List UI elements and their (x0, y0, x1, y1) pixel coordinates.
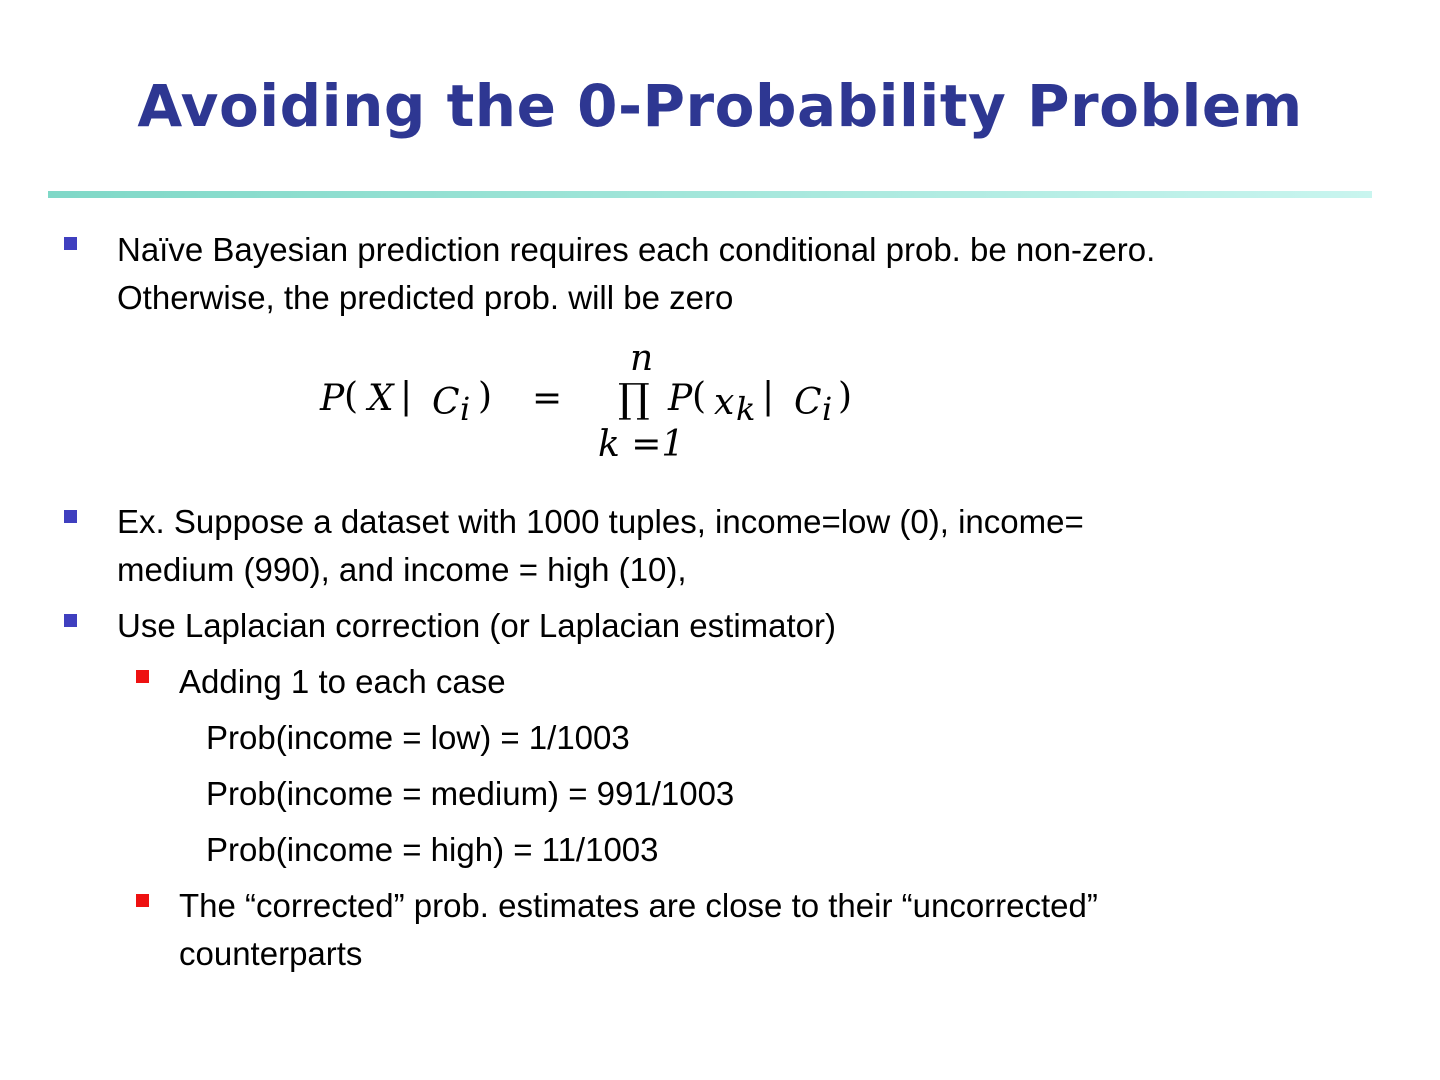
title-divider (48, 191, 1372, 198)
formula-rhs-bar: | (762, 376, 775, 417)
formula-lhs-p: P (320, 378, 345, 419)
bullet-square-icon (64, 614, 77, 627)
formula-prod-upper: n (630, 338, 654, 379)
prob-high-line: Prob(income = high) = 11/1003 (206, 831, 659, 868)
formula-lhs-c: C (432, 382, 460, 423)
product-formula (300, 340, 900, 470)
sub-bullet-square-icon (136, 894, 149, 907)
formula-rhs-p: P (668, 378, 693, 419)
formula-rhs-c: C (794, 382, 822, 423)
bullet-text: Ex. Suppose a dataset with 1000 tuples, income=low (0), income= (117, 503, 1084, 540)
formula-prod-symbol: ∏ (618, 376, 650, 422)
formula-rhs-open: ( (692, 376, 707, 417)
formula-lhs-i: i (460, 390, 471, 428)
bullet-square-icon (64, 237, 77, 250)
formula-lhs-open: ( (344, 376, 359, 417)
bullet-square-icon (64, 510, 77, 523)
formula-lhs-x: X (368, 378, 394, 419)
formula-rhs-i: i (822, 390, 833, 428)
prob-low-line: Prob(income = low) = 1/1003 (206, 719, 630, 756)
bullet-text: Naïve Bayesian prediction requires each conditional prob. be non-zero. (117, 231, 1156, 268)
sub-bullet-text: Adding 1 to each case (179, 663, 506, 700)
formula-rhs-close: ) (838, 376, 853, 417)
bullet-text-continued: Otherwise, the predicted prob. will be zero (117, 279, 734, 316)
bullet-text: Use Laplacian correction (or Laplacian estimator) (117, 607, 837, 644)
formula-lhs-bar: | (400, 376, 413, 417)
formula-rhs-x: x (714, 382, 735, 423)
formula-lhs-close: ) (478, 376, 493, 417)
formula-equals: = (532, 378, 563, 419)
prob-medium-line: Prob(income = medium) = 991/1003 (206, 775, 735, 812)
sub-bullet-square-icon (136, 670, 149, 683)
sub-bullet-text: The “corrected” prob. estimates are close to their “uncorrected” (179, 887, 1098, 924)
sub-bullet-text-continued: counterparts (179, 935, 363, 972)
formula-prod-lower: k =1 (598, 424, 685, 465)
bullet-text-continued: medium (990), and income = high (10), (117, 551, 687, 588)
formula-rhs-k: k (736, 390, 756, 428)
slide-title: Avoiding the 0-Probability Problem (137, 72, 1303, 140)
